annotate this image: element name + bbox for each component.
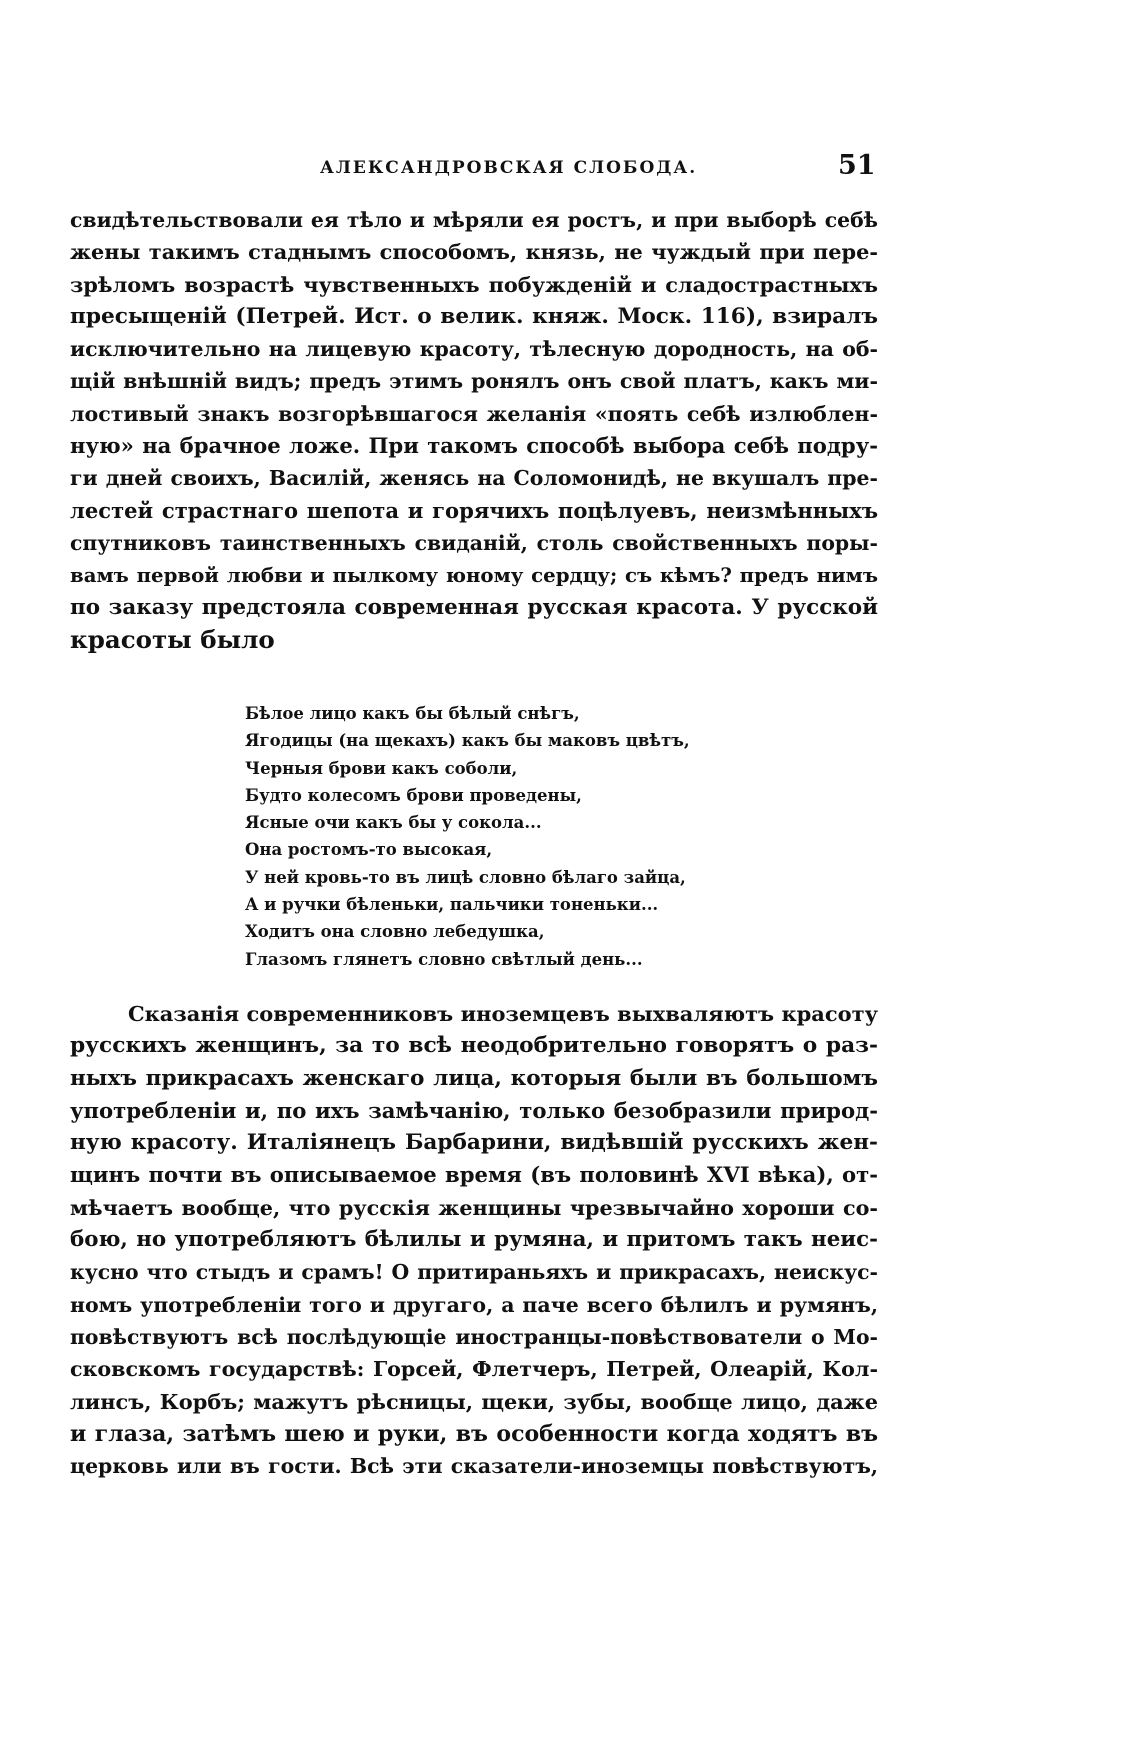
text-line: кусно что стыдъ и срамъ! О притираньяхъ и прикрасахъ, неискус- xyxy=(70,1260,878,1285)
text-line: лостивый знакъ возгорѣвшагося желанія «поять себѣ излюблен- xyxy=(70,401,878,426)
poem-line: Она ростомъ-то высокая, xyxy=(245,840,493,860)
text-line: бою, но употребляютъ бѣлилы и румяна, и притомъ такъ неис- xyxy=(70,1227,878,1253)
poem-line: Черныя брови какъ соболи, xyxy=(245,758,518,778)
text-line: красоты было xyxy=(70,624,275,654)
paragraph-2 xyxy=(70,998,878,1482)
text-line: вамъ первой любви и пылкому юному сердцу; съ кѣмъ? предъ нимъ xyxy=(70,563,878,588)
text-line: спутниковъ таинственныхъ свиданій, столь свойственныхъ поры- xyxy=(70,530,878,555)
poem-line: Будто колесомъ брови проведены, xyxy=(245,785,582,805)
poem-quotation xyxy=(245,700,690,973)
poem-line: Глазомъ глянетъ словно свѣтлый день... xyxy=(245,949,643,969)
text-line: мѣчаетъ вообще, что русскія женщины чрезвычайно хороши со- xyxy=(70,1195,878,1220)
text-line: сковскомъ государствѣ: Горсей, Флетчеръ, Петрей, Олеарій, Кол- xyxy=(70,1357,878,1382)
text-line: свидѣтельствовали ея тѣло и мѣряли ея ростъ, и при выборѣ себѣ xyxy=(70,208,878,232)
text-line: ную красоту. Италіянецъ Барбарини, видѣвшій русскихъ жен- xyxy=(70,1130,878,1156)
poem-line: А и ручки бѣленьки, пальчики тоненьки... xyxy=(245,895,659,915)
poem-line: Бѣлое лицо какъ бы бѣлый снѣгъ, xyxy=(245,704,580,723)
text-line: номъ употребленіи того и другаго, а паче всего бѣлилъ и румянъ, xyxy=(70,1292,878,1317)
text-line: русскихъ женщинъ, за то всѣ неодобрительно говорятъ о раз- xyxy=(70,1033,878,1059)
text-line: повѣствуютъ всѣ послѣдующіе иностранцы-повѣствователи о Мо- xyxy=(70,1324,878,1349)
text-line: жены такимъ стаднымъ способомъ, князь, не чуждый при пере- xyxy=(70,239,878,265)
text-line: щій внѣшній видъ; предъ этимъ ронялъ онъ свой платъ, какъ ми- xyxy=(70,369,878,394)
poem-line: Ягодицы (на щекахъ) какъ бы маковъ цвѣтъ, xyxy=(245,731,690,751)
text-line: пресыщеній (Петрей. Ист. о велик. княж. Моск. 116), взиралъ xyxy=(70,303,878,329)
text-line: ги дней своихъ, Василій, женясь на Соломонидѣ, не вкушалъ пре- xyxy=(70,466,878,491)
text-line: лестей страстнаго шепота и горячихъ поцѣлуевъ, неизмѣнныхъ xyxy=(70,497,878,523)
text-line: Сказанія современниковъ иноземцевъ выхваляютъ красоту xyxy=(128,1001,878,1026)
text-line: щинъ почти въ описываемое время (въ половинѣ XVI вѣка), от- xyxy=(70,1162,878,1188)
text-line: зрѣломъ возрастѣ чувственныхъ побужденій и сладострастныхъ xyxy=(70,271,878,297)
text-line: церковь или въ гости. Всѣ эти сказатели-иноземцы повѣствуютъ, xyxy=(70,1454,878,1479)
text-line: ныхъ прикрасахъ женскаго лица, которыя были въ большомъ xyxy=(70,1065,878,1091)
page-number: 51 xyxy=(838,150,876,181)
text-line: и глаза, затѣмъ шею и руки, въ особенности когда ходятъ въ xyxy=(70,1420,878,1447)
text-line: линсъ, Корбъ; мажутъ рѣсницы, щеки, зубы, вообще лицо, даже xyxy=(70,1388,878,1414)
running-title: АЛЕКСАНДРОВСКАЯ СЛОБОДА. xyxy=(320,158,698,178)
poem-line: Ходитъ она словно лебедушка, xyxy=(245,922,545,942)
paragraph-1 xyxy=(70,204,878,656)
text-line: исключительно на лицевую красоту, тѣлесную дородность, на об- xyxy=(70,337,878,362)
text-line: ную» на брачное ложе. При такомъ способѣ выбора себѣ подру- xyxy=(70,433,878,459)
text-line: по заказу предстояла современная русская красота. У русской xyxy=(70,594,878,620)
poem-line: Ясные очи какъ бы у сокола... xyxy=(245,813,542,833)
text-line: употребленіи и, по ихъ замѣчанію, только безобразили природ- xyxy=(70,1097,878,1123)
poem-line: У ней кровь-то въ лицѣ словно бѣлаго зайца, xyxy=(245,867,686,887)
